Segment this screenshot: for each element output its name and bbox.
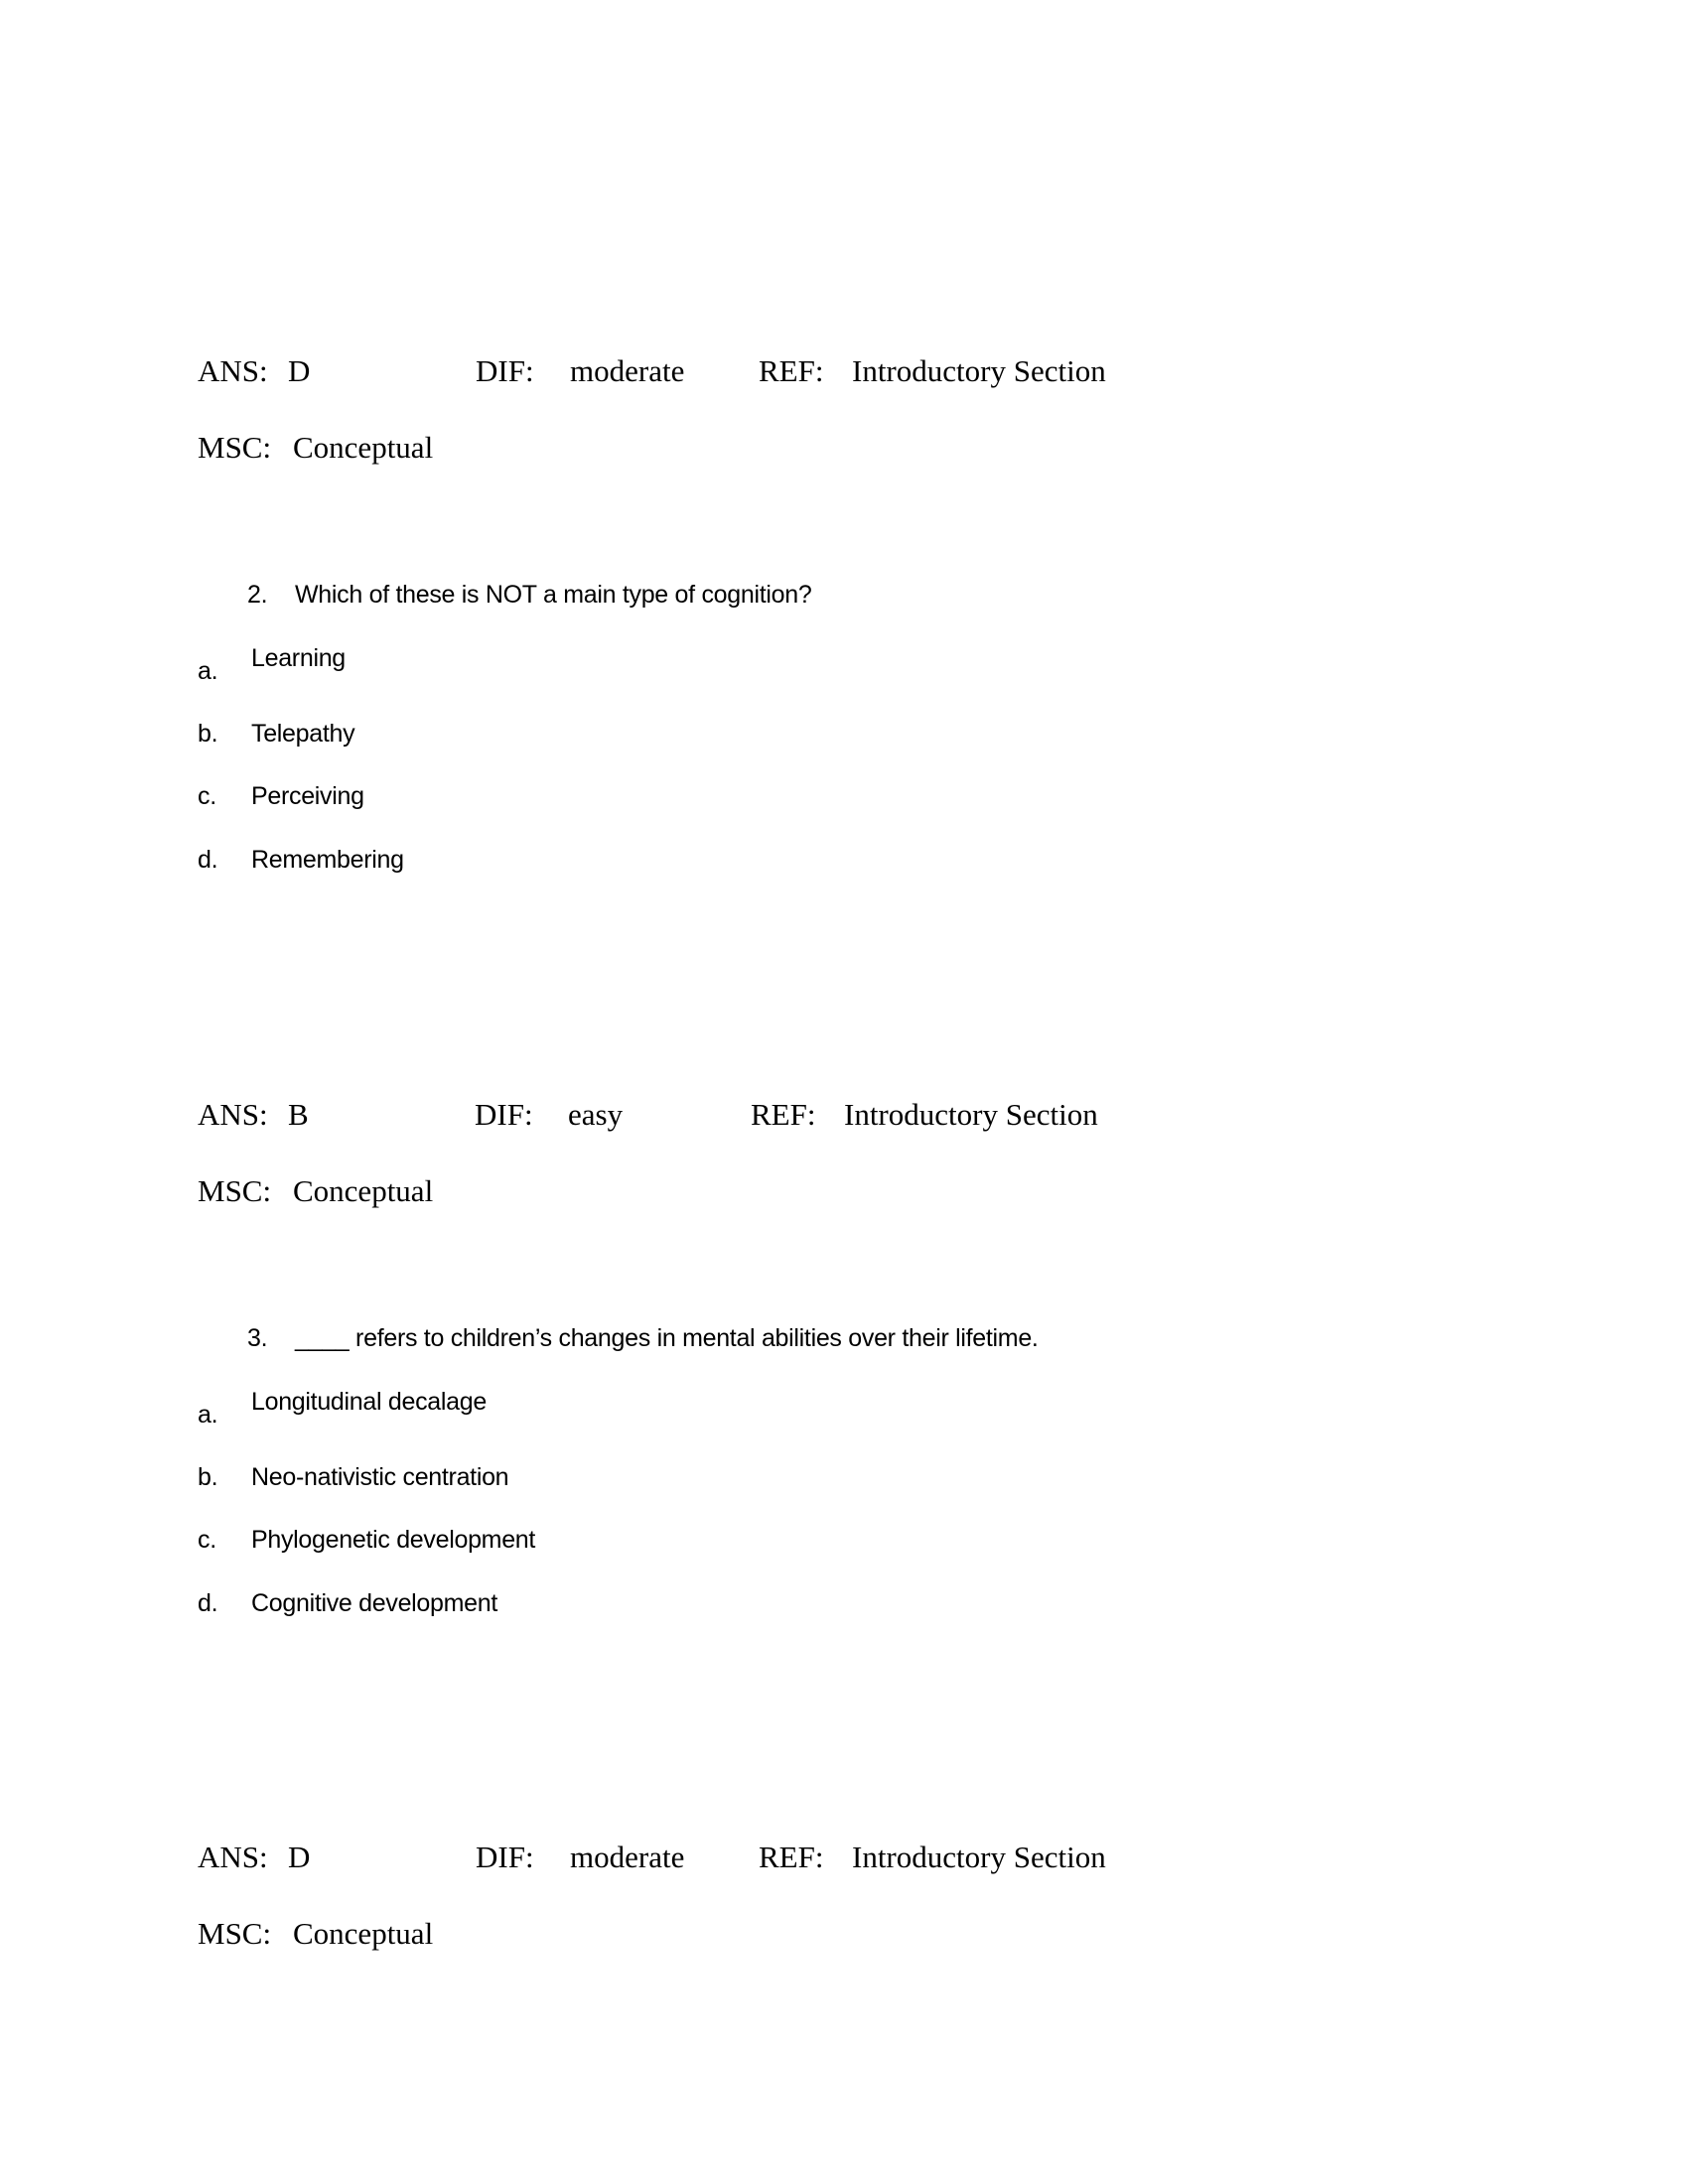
msc-value: Conceptual xyxy=(293,1916,434,1951)
option-text: Longitudinal decalage xyxy=(251,1388,487,1416)
option-letter: c. xyxy=(198,782,216,810)
ref-label: REF: xyxy=(759,353,824,388)
question-number: 3. xyxy=(247,1324,268,1352)
option-letter: b. xyxy=(198,720,218,748)
ans-label: ANS: xyxy=(198,1097,268,1132)
question-text: ____ refers to children’s changes in mental abilities over their lifetime. xyxy=(295,1324,1039,1352)
option-text: Remembering xyxy=(251,846,404,874)
ans-label: ANS: xyxy=(198,1840,268,1874)
question-text: Which of these is NOT a main type of cognition? xyxy=(295,581,812,609)
ans-value: D xyxy=(288,353,311,388)
option-text: Learning xyxy=(251,644,346,672)
option-text: Phylogenetic development xyxy=(251,1526,536,1554)
msc-label: MSC: xyxy=(198,1916,272,1951)
ans-value: D xyxy=(288,1840,311,1874)
option-text: Telepathy xyxy=(251,720,355,748)
option-text: Cognitive development xyxy=(251,1589,498,1617)
msc-value: Conceptual xyxy=(293,430,434,465)
ans-value: B xyxy=(288,1097,309,1132)
ref-value: Introductory Section xyxy=(844,1097,1098,1132)
ref-value: Introductory Section xyxy=(852,1840,1106,1874)
option-letter: a. xyxy=(198,657,218,685)
ref-label: REF: xyxy=(751,1097,816,1132)
msc-value: Conceptual xyxy=(293,1173,434,1208)
ref-label: REF: xyxy=(759,1840,824,1874)
option-text: Neo-nativistic centration xyxy=(251,1463,509,1491)
dif-value: moderate xyxy=(570,1840,685,1874)
dif-label: DIF: xyxy=(476,353,534,388)
option-letter: a. xyxy=(198,1401,218,1429)
msc-label: MSC: xyxy=(198,1173,272,1208)
dif-label: DIF: xyxy=(476,1840,534,1874)
question-number: 2. xyxy=(247,581,268,609)
option-text: Perceiving xyxy=(251,782,364,810)
option-letter: d. xyxy=(198,846,218,874)
ans-label: ANS: xyxy=(198,353,268,388)
dif-value: moderate xyxy=(570,353,685,388)
option-letter: b. xyxy=(198,1463,218,1491)
option-letter: d. xyxy=(198,1589,218,1617)
option-letter: c. xyxy=(198,1526,216,1554)
ref-value: Introductory Section xyxy=(852,353,1106,388)
dif-value: easy xyxy=(568,1097,624,1132)
msc-label: MSC: xyxy=(198,430,272,465)
dif-label: DIF: xyxy=(475,1097,533,1132)
